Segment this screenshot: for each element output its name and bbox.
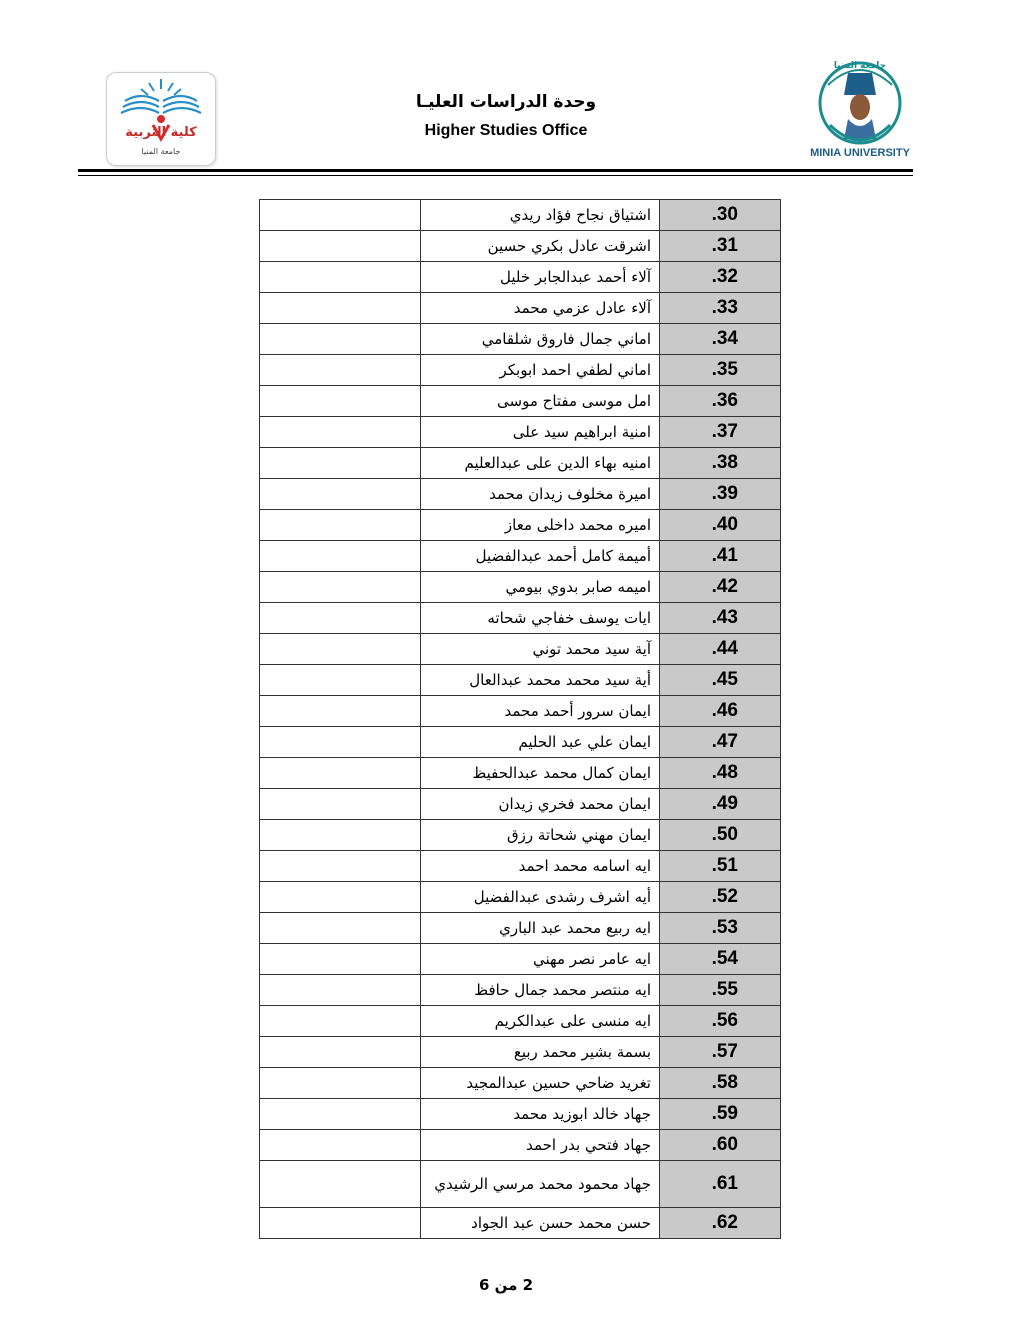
row-number-cell: .40 xyxy=(660,510,781,541)
table-row xyxy=(260,1068,781,1099)
minia-university-logo xyxy=(808,55,912,167)
table-row xyxy=(260,293,781,324)
blank-cell xyxy=(260,231,421,262)
blank-cell xyxy=(260,324,421,355)
row-number-cell: .35 xyxy=(660,355,781,386)
student-name-cell: ايمان محمد فخري زيدان xyxy=(421,789,660,820)
blank-cell xyxy=(260,727,421,758)
blank-cell xyxy=(260,603,421,634)
student-name-cell: ايمان علي عبد الحليم xyxy=(421,727,660,758)
office-title-english: Higher Studies Office xyxy=(424,122,588,139)
table-row xyxy=(260,665,781,696)
table-row xyxy=(260,727,781,758)
table-row xyxy=(260,758,781,789)
row-number-cell: .62 xyxy=(660,1208,781,1239)
row-number-cell: .58 xyxy=(660,1068,781,1099)
student-name-cell: اماني لطفي احمد ابوبكر xyxy=(421,355,660,386)
blank-cell xyxy=(260,262,421,293)
student-name-cell: امل موسى مفتاح موسى xyxy=(421,386,660,417)
table-row xyxy=(260,386,781,417)
blank-cell xyxy=(260,851,421,882)
table-row xyxy=(260,1037,781,1068)
table-row xyxy=(260,417,781,448)
office-title-arabic: وحدة الدراسات العليـا xyxy=(415,92,597,112)
row-number-cell: .56 xyxy=(660,1006,781,1037)
blank-cell xyxy=(260,1208,421,1239)
table-row xyxy=(260,789,781,820)
row-number-cell: .44 xyxy=(660,634,781,665)
student-name-cell: ايه ربيع محمد عبد الباري xyxy=(421,913,660,944)
table-row xyxy=(260,975,781,1006)
student-name-cell: ايه منسى على عبدالكريم xyxy=(421,1006,660,1037)
student-name-cell: بسمة بشير محمد ربيع xyxy=(421,1037,660,1068)
table-row xyxy=(260,1208,781,1239)
page-number: 2 من 6 xyxy=(478,1276,534,1294)
student-name-cell: آية سيد محمد توني xyxy=(421,634,660,665)
row-number-cell: .37 xyxy=(660,417,781,448)
student-list-table xyxy=(259,199,781,1239)
table-row xyxy=(260,696,781,727)
row-number-cell: .55 xyxy=(660,975,781,1006)
row-number-cell: .60 xyxy=(660,1130,781,1161)
table-row xyxy=(260,231,781,262)
row-number-cell: .32 xyxy=(660,262,781,293)
blank-cell xyxy=(260,1006,421,1037)
table-row xyxy=(260,944,781,975)
blank-cell xyxy=(260,293,421,324)
table-row xyxy=(260,1161,781,1208)
row-number-cell: .43 xyxy=(660,603,781,634)
blank-cell xyxy=(260,758,421,789)
row-number-cell: .52 xyxy=(660,882,781,913)
table-row xyxy=(260,820,781,851)
student-name-cell: آلاء عادل عزمي محمد xyxy=(421,293,660,324)
row-number-cell: .39 xyxy=(660,479,781,510)
blank-cell xyxy=(260,448,421,479)
row-number-cell: .42 xyxy=(660,572,781,603)
blank-cell xyxy=(260,882,421,913)
row-number-cell: .57 xyxy=(660,1037,781,1068)
student-name-cell: أميمة كامل أحمد عبدالفضيل xyxy=(421,541,660,572)
table-row xyxy=(260,1130,781,1161)
student-name-cell: اميرة مخلوف زيدان محمد xyxy=(421,479,660,510)
blank-cell xyxy=(260,1068,421,1099)
student-name-cell: اشرقت عادل بكري حسين xyxy=(421,231,660,262)
row-number-cell: .36 xyxy=(660,386,781,417)
student-name-cell: امنيه بهاء الدين على عبدالعليم xyxy=(421,448,660,479)
student-name-cell: ايمان مهني شحاتة رزق xyxy=(421,820,660,851)
blank-cell xyxy=(260,355,421,386)
student-name-cell: ايات يوسف خفاجي شحاته xyxy=(421,603,660,634)
table-row xyxy=(260,541,781,572)
student-name-cell: آلاء أحمد عبدالجابر خليل xyxy=(421,262,660,293)
blank-cell xyxy=(260,913,421,944)
table-row xyxy=(260,882,781,913)
table-row xyxy=(260,1099,781,1130)
logo-left-text: كلية التربية xyxy=(125,125,197,140)
blank-cell xyxy=(260,820,421,851)
student-name-cell: ايمان سرور أحمد محمد xyxy=(421,696,660,727)
blank-cell xyxy=(260,789,421,820)
row-number-cell: .51 xyxy=(660,851,781,882)
logo-left-subtext: جامعة المنيا xyxy=(141,147,181,156)
student-name-cell: ايه منتصر محمد جمال حافظ xyxy=(421,975,660,1006)
blank-cell xyxy=(260,1161,421,1208)
row-number-cell: .59 xyxy=(660,1099,781,1130)
row-number-cell: .46 xyxy=(660,696,781,727)
student-name-cell: تغريد ضاحي حسين عبدالمجيد xyxy=(421,1068,660,1099)
student-name-cell: جهاد محمود محمد مرسي الرشيدي xyxy=(421,1161,660,1208)
student-name-cell: اميمه صابر بدوي بيومي xyxy=(421,572,660,603)
blank-cell xyxy=(260,572,421,603)
blank-cell xyxy=(260,634,421,665)
table-row xyxy=(260,510,781,541)
header-divider-thin xyxy=(78,175,913,176)
blank-cell xyxy=(260,665,421,696)
faculty-of-education-logo xyxy=(106,72,216,166)
row-number-cell: .38 xyxy=(660,448,781,479)
row-number-cell: .45 xyxy=(660,665,781,696)
table-row xyxy=(260,1006,781,1037)
header-divider-thick xyxy=(78,169,913,172)
student-name-cell: أية سيد محمد محمد عبدالعال xyxy=(421,665,660,696)
student-name-cell: امنية ابراهيم سيد على xyxy=(421,417,660,448)
blank-cell xyxy=(260,417,421,448)
row-number-cell: .33 xyxy=(660,293,781,324)
blank-cell xyxy=(260,1130,421,1161)
student-name-cell: اماني جمال فاروق شلقامي xyxy=(421,324,660,355)
student-name-cell: جهاد فتحي بدر احمد xyxy=(421,1130,660,1161)
blank-cell xyxy=(260,975,421,1006)
row-number-cell: .34 xyxy=(660,324,781,355)
table-row xyxy=(260,913,781,944)
table-row xyxy=(260,355,781,386)
student-name-cell: ايمان كمال محمد عبدالحفيظ xyxy=(421,758,660,789)
table-row xyxy=(260,448,781,479)
row-number-cell: .48 xyxy=(660,758,781,789)
row-number-cell: .53 xyxy=(660,913,781,944)
blank-cell xyxy=(260,1099,421,1130)
logo-right-arc-text: جامعة المنيا xyxy=(833,61,887,71)
row-number-cell: .61 xyxy=(660,1161,781,1208)
blank-cell xyxy=(260,696,421,727)
blank-cell xyxy=(260,510,421,541)
blank-cell xyxy=(260,479,421,510)
student-name-cell: حسن محمد حسن عبد الجواد xyxy=(421,1208,660,1239)
table-row xyxy=(260,324,781,355)
blank-cell xyxy=(260,1037,421,1068)
table-row xyxy=(260,603,781,634)
blank-cell xyxy=(260,541,421,572)
student-name-cell: ايه اسامه محمد احمد xyxy=(421,851,660,882)
blank-cell xyxy=(260,386,421,417)
blank-cell xyxy=(260,200,421,231)
table-row xyxy=(260,262,781,293)
table-row xyxy=(260,479,781,510)
table-row xyxy=(260,572,781,603)
student-name-cell: اشتياق نجاح فؤاد ريدي xyxy=(421,200,660,231)
row-number-cell: .41 xyxy=(660,541,781,572)
student-name-cell: اميره محمد داخلى معاز xyxy=(421,510,660,541)
row-number-cell: .54 xyxy=(660,944,781,975)
table-row xyxy=(260,200,781,231)
row-number-cell: .47 xyxy=(660,727,781,758)
row-number-cell: .31 xyxy=(660,231,781,262)
student-name-cell: جهاد خالد ابوزيد محمد xyxy=(421,1099,660,1130)
table-row xyxy=(260,851,781,882)
student-name-cell: ايه عامر نصر مهني xyxy=(421,944,660,975)
blank-cell xyxy=(260,944,421,975)
row-number-cell: .49 xyxy=(660,789,781,820)
logo-right-text: MINIA UNIVERSITY xyxy=(810,147,910,159)
page-header xyxy=(0,0,1012,185)
table-row xyxy=(260,634,781,665)
row-number-cell: .50 xyxy=(660,820,781,851)
student-name-cell: أيه اشرف رشدى عبدالفضيل xyxy=(421,882,660,913)
row-number-cell: .30 xyxy=(660,200,781,231)
